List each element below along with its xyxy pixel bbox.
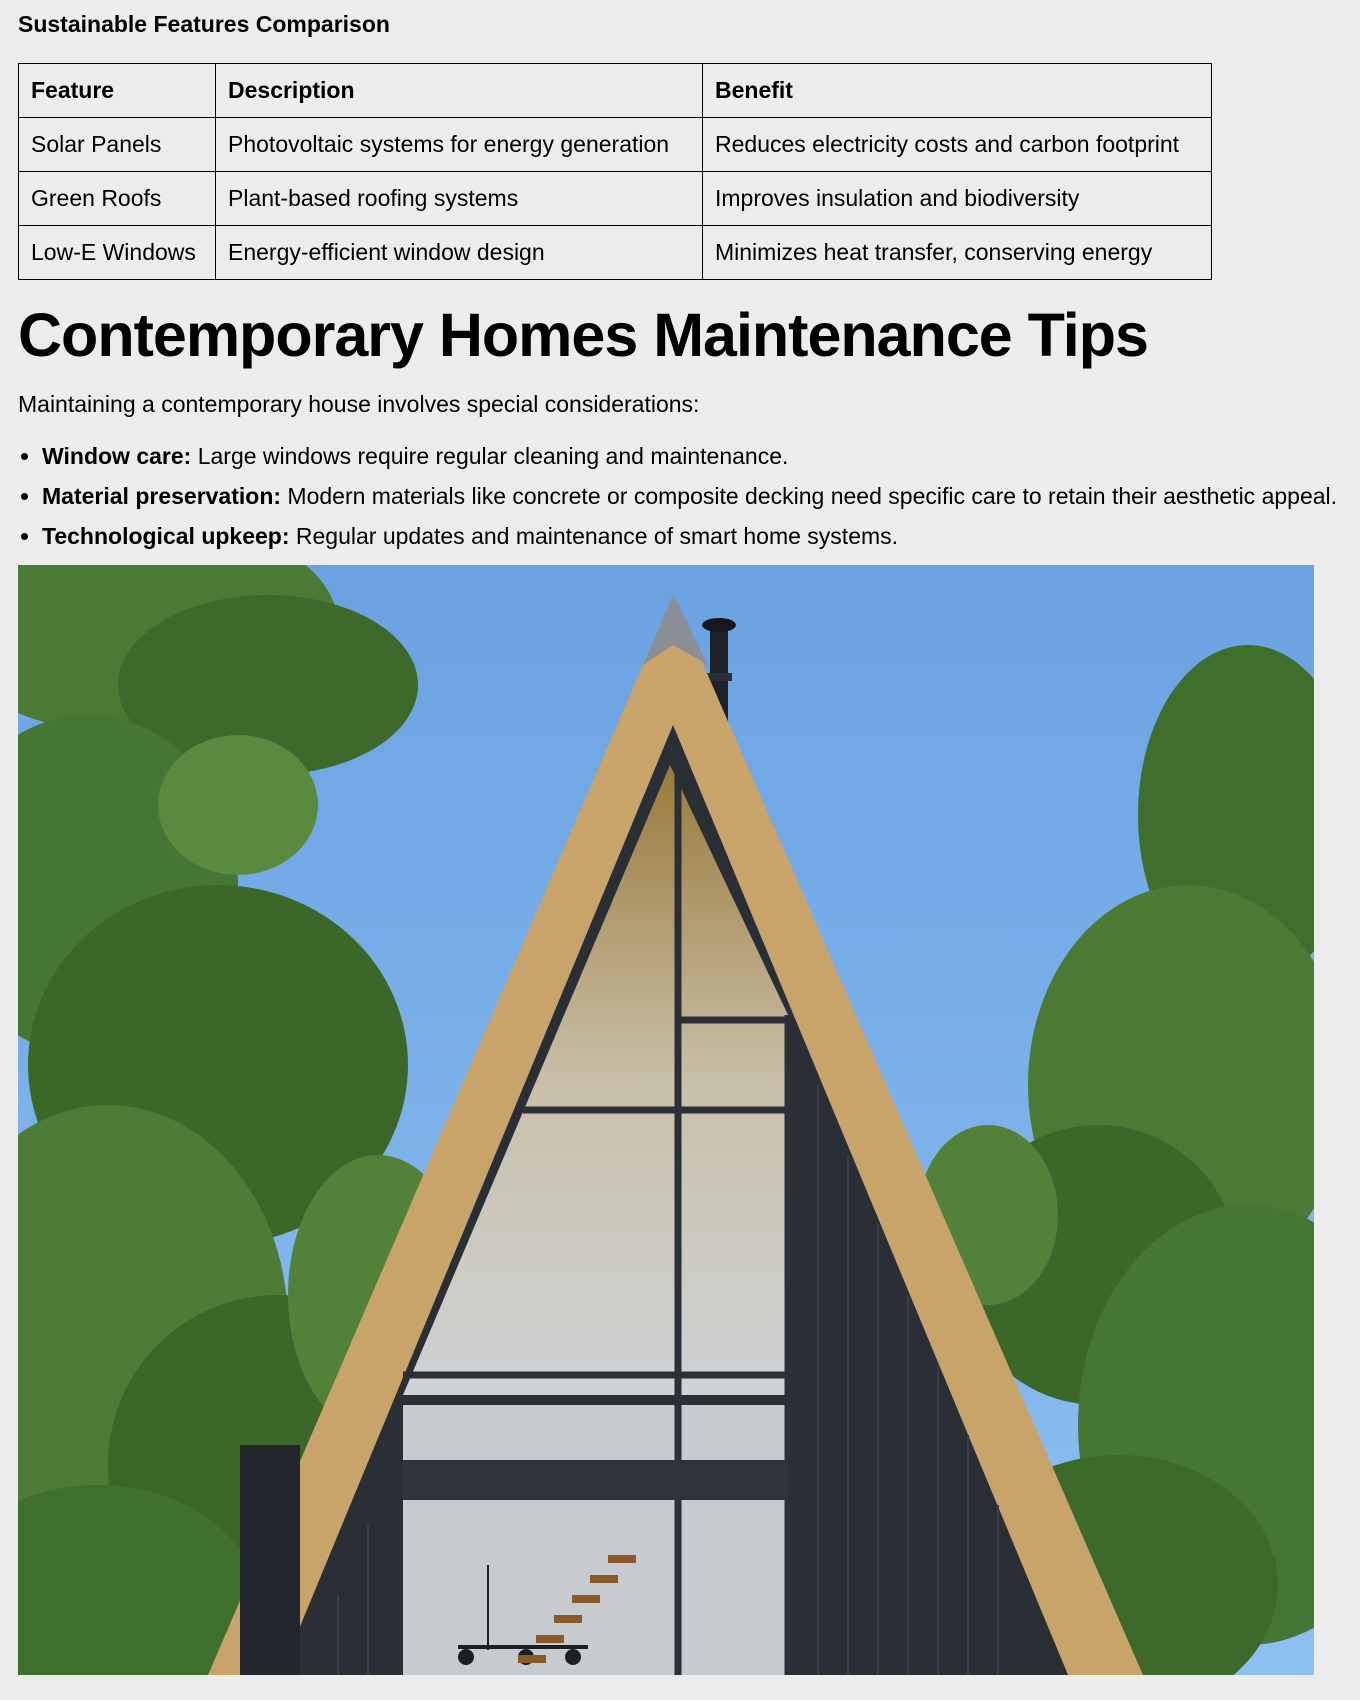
cell-benefit: Reduces electricity costs and carbon footprint: [703, 118, 1212, 172]
list-item: [42, 442, 1342, 471]
header-benefit: Benefit: [703, 64, 1212, 118]
table-row: [19, 118, 1212, 172]
list-item: [42, 522, 1342, 551]
table-header-row: [19, 64, 1212, 118]
table-row: [19, 226, 1212, 280]
table-row: [19, 172, 1212, 226]
cell-feature: Low-E Windows: [19, 226, 216, 280]
tip-label: Window care:: [42, 443, 192, 469]
cell-description: Plant-based roofing systems: [216, 172, 703, 226]
lower-window-glass: [403, 1405, 788, 1675]
features-table: [18, 63, 1212, 280]
tip-text: Regular updates and maintenance of smart home systems.: [289, 523, 899, 549]
header-feature: Feature: [19, 64, 216, 118]
tip-label: Material preservation:: [42, 483, 282, 509]
house-illustration: [18, 565, 1314, 1675]
cell-feature: Green Roofs: [19, 172, 216, 226]
cell-benefit: Minimizes heat transfer, conserving energy: [703, 226, 1212, 280]
floor-band: [403, 1460, 788, 1500]
header-description: Description: [216, 64, 703, 118]
a-frame-house-photo: [18, 565, 1314, 1675]
tip-label: Technological upkeep:: [42, 523, 290, 549]
cell-description: Energy-efficient window design: [216, 226, 703, 280]
list-item: [42, 482, 1342, 511]
tips-list: [18, 442, 1342, 551]
intro-paragraph: Maintaining a contemporary house involves special considerations:: [18, 391, 700, 417]
cell-description: Photovoltaic systems for energy generation: [216, 118, 703, 172]
page-title: Contemporary Homes Maintenance Tips: [18, 301, 1148, 369]
tip-text: Large windows require regular cleaning and maintenance.: [191, 443, 789, 469]
comparison-title: Sustainable Features Comparison: [18, 11, 390, 37]
cell-benefit: Improves insulation and biodiversity: [703, 172, 1212, 226]
side-annex: [240, 1445, 300, 1675]
tip-text: Modern materials like concrete or composite decking need specific care to retain their aesthetic appeal.: [281, 483, 1338, 509]
cell-feature: Solar Panels: [19, 118, 216, 172]
